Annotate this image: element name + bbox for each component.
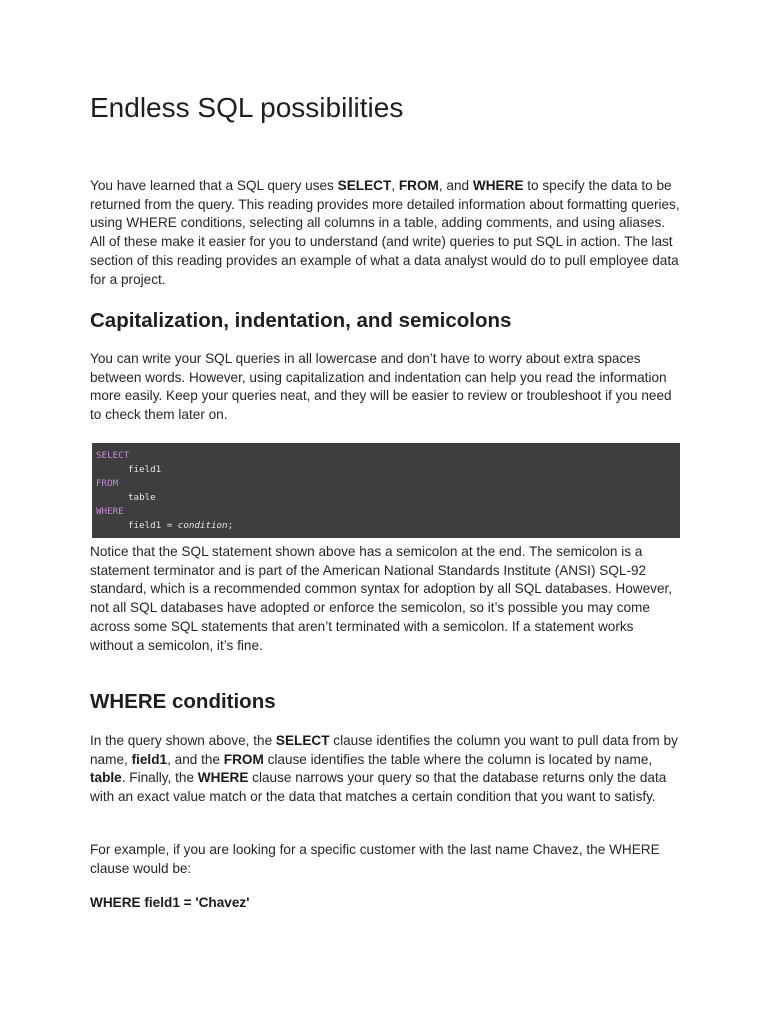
code-condition-value: condition bbox=[177, 520, 228, 531]
intro-text-4: to specify the data to be returned from the query. This reading provides more detailed information about formatting queries, using WHERE conditions, selecting all columns in a table, adding comments, and using aliases. All of these make it easier for you to understand (and write) queries to put SQL in action. The last section of this reading provides an example of what a data analyst would do to pull employee data for a project. bbox=[90, 178, 680, 287]
code-line-from bbox=[96, 477, 680, 491]
code-condition-left: field1 = bbox=[128, 520, 178, 531]
where-text-6: clause narrows your query so that the database returns only the data with an exact value match or the data that matches a certain condition that you want to satisfy. bbox=[90, 770, 667, 805]
capitalization-paragraph: You can write your SQL queries in all lowercase and don’t have to worry about extra spaces between words. However, using capitalization and indentation can help you read the information more easily. Keep your queries neat, and they will be easier to review or troubleshoot if you need to check them later on. bbox=[90, 351, 672, 423]
code-table: table bbox=[128, 492, 156, 503]
code-line-where bbox=[96, 505, 680, 519]
sql-code-block bbox=[92, 443, 680, 538]
where-table-keyword: table bbox=[90, 770, 122, 786]
code-keyword-where: WHERE bbox=[96, 506, 124, 517]
code-keyword-from: FROM bbox=[96, 478, 119, 489]
section-heading-capitalization: Capitalization, indentation, and semicolons bbox=[90, 309, 512, 332]
where-text-2: clause identifies the column you want to pull data from by name, bbox=[90, 733, 678, 767]
code-field: field1 bbox=[128, 464, 162, 475]
intro-text-3: , and bbox=[438, 178, 473, 193]
code-keyword-select: SELECT bbox=[96, 450, 130, 461]
code-condition-end: ; bbox=[227, 520, 234, 531]
intro-from-keyword: FROM bbox=[398, 178, 439, 193]
intro-where-keyword: WHERE bbox=[472, 178, 524, 193]
section-heading-where-conditions: WHERE conditions bbox=[90, 690, 276, 713]
where-from-keyword: FROM bbox=[223, 751, 264, 767]
where-example: WHERE field1 = 'Chavez' bbox=[90, 895, 250, 910]
page-title: Endless SQL possibilities bbox=[90, 92, 404, 123]
where-explanation-paragraph bbox=[90, 732, 680, 807]
code-line-condition bbox=[96, 519, 680, 533]
code-line-select bbox=[96, 449, 680, 463]
where-text-1: In the query shown above, the bbox=[90, 733, 276, 748]
intro-text-1: You have learned that a SQL query uses bbox=[90, 178, 338, 193]
intro-select-keyword: SELECT bbox=[337, 178, 392, 193]
semicolon-paragraph: Notice that the SQL statement shown above has a semicolon at the end. The semicolon is a statement terminator and is part of the American National Standards Institute (ANSI) SQL-92 standard, which is a recommended common syntax for adoption by all SQL databases. However, not all SQL databases have adopted or enforce the semicolon, so it’s possible you may come across some SQL statements that aren’t terminated with a semicolon. If a statement works without a semicolon, it’s fine. bbox=[90, 544, 673, 653]
intro-text-2: , bbox=[391, 178, 399, 193]
where-text-3: , and the bbox=[167, 751, 224, 767]
intro-paragraph bbox=[90, 177, 680, 289]
where-text-5: . Finally, the bbox=[121, 770, 198, 786]
code-line-field bbox=[96, 463, 680, 477]
where-select-keyword: SELECT bbox=[275, 733, 330, 748]
where-text-4: clause identifies the table where the column is located by name, bbox=[263, 751, 653, 767]
where-where-keyword: WHERE bbox=[197, 770, 249, 786]
where-field1-keyword: field1 bbox=[131, 751, 168, 767]
example-intro-paragraph: For example, if you are looking for a specific customer with the last name Chavez, the WHERE clause would be: bbox=[90, 842, 660, 876]
code-line-table bbox=[96, 491, 680, 505]
